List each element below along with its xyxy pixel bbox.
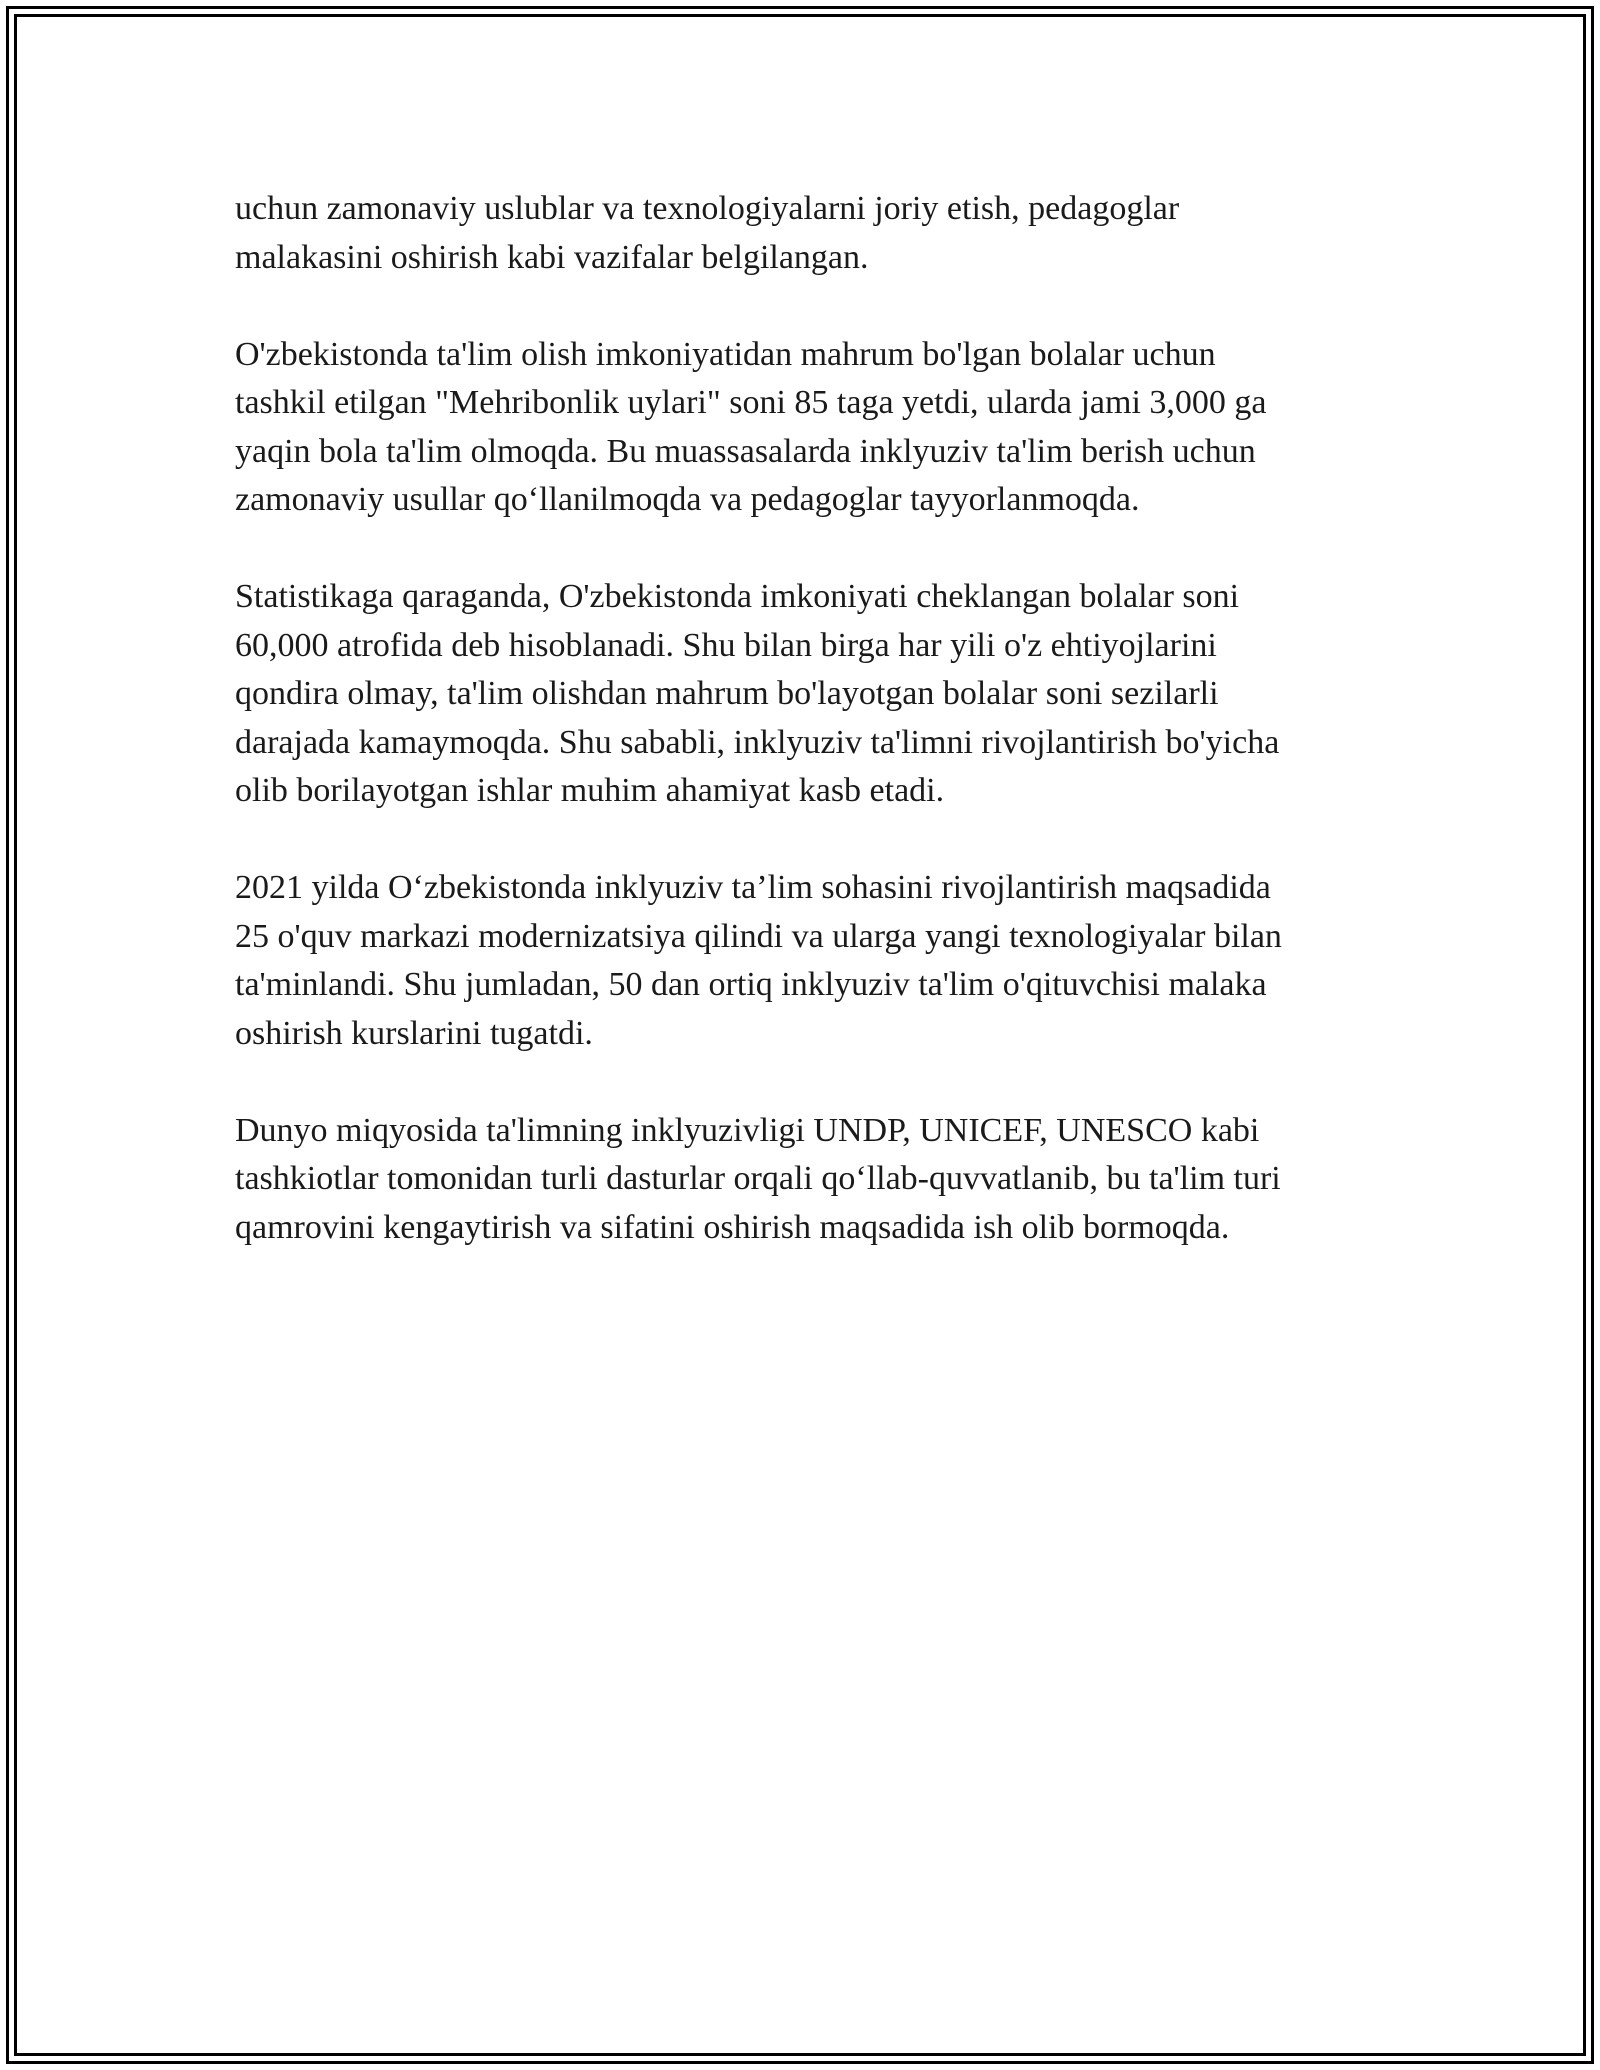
paragraph-3: Statistikaga qaraganda, O'zbekistonda imkoniyati cheklangan bolalar soni 60,000 atrofida deb hisoblanadi. Shu bilan birga har yili o'z ehtiyojlarini qondira olmay, ta'lim olishdan mahrum bo'layotgan bolalar soni sezilarli darajada kamaymoqda. Shu sababli, inklyuziv ta'limni rivojlantirish bo'yicha olib borilayotgan ishlar muhim ahamiyat kasb etadi. [235, 578, 1280, 809]
paragraph-5: Dunyo miqyosida ta'limning inklyuzivligi UNDP, UNICEF, UNESCO kabi tashkiotlar tomonidan turli dasturlar orqali qo‘llab-quvvatlanib, bu ta'lim turi qamrovini kengaytirish va sifatini oshirish maqsadida ish olib bormoqda. [235, 1111, 1281, 1246]
document-body [235, 185, 1395, 1301]
paragraph-1: uchun zamonaviy uslublar va texnologiyalarni joriy etish, pedagoglar malakasini oshirish kabi vazifalar belgilangan. [235, 190, 1180, 276]
paragraph-4: 2021 yilda O‘zbekistonda inklyuziv ta’lim sohasini rivojlantirish maqsadida 25 o'quv markazi modernizatsiya qilindi va ularga yangi texnologiyalar bilan ta'minlandi. Shu jumladan, 50 dan ortiq inklyuziv ta'lim o'qituvchisi malaka oshirish kurslarini tugatdi. [235, 869, 1282, 1052]
paragraph-2: O'zbekistonda ta'lim olish imkoniyatidan mahrum bo'lgan bolalar uchun tashkil etilgan "Mehribonlik uylari" soni 85 taga yetdi, ularda jami 3,000 ga yaqin bola ta'lim olmoqda. Bu muassasalarda inklyuziv ta'lim berish uchun zamonaviy usullar qo‘llanilmoqda va pedagoglar tayyorlanmoqda. [235, 335, 1267, 518]
